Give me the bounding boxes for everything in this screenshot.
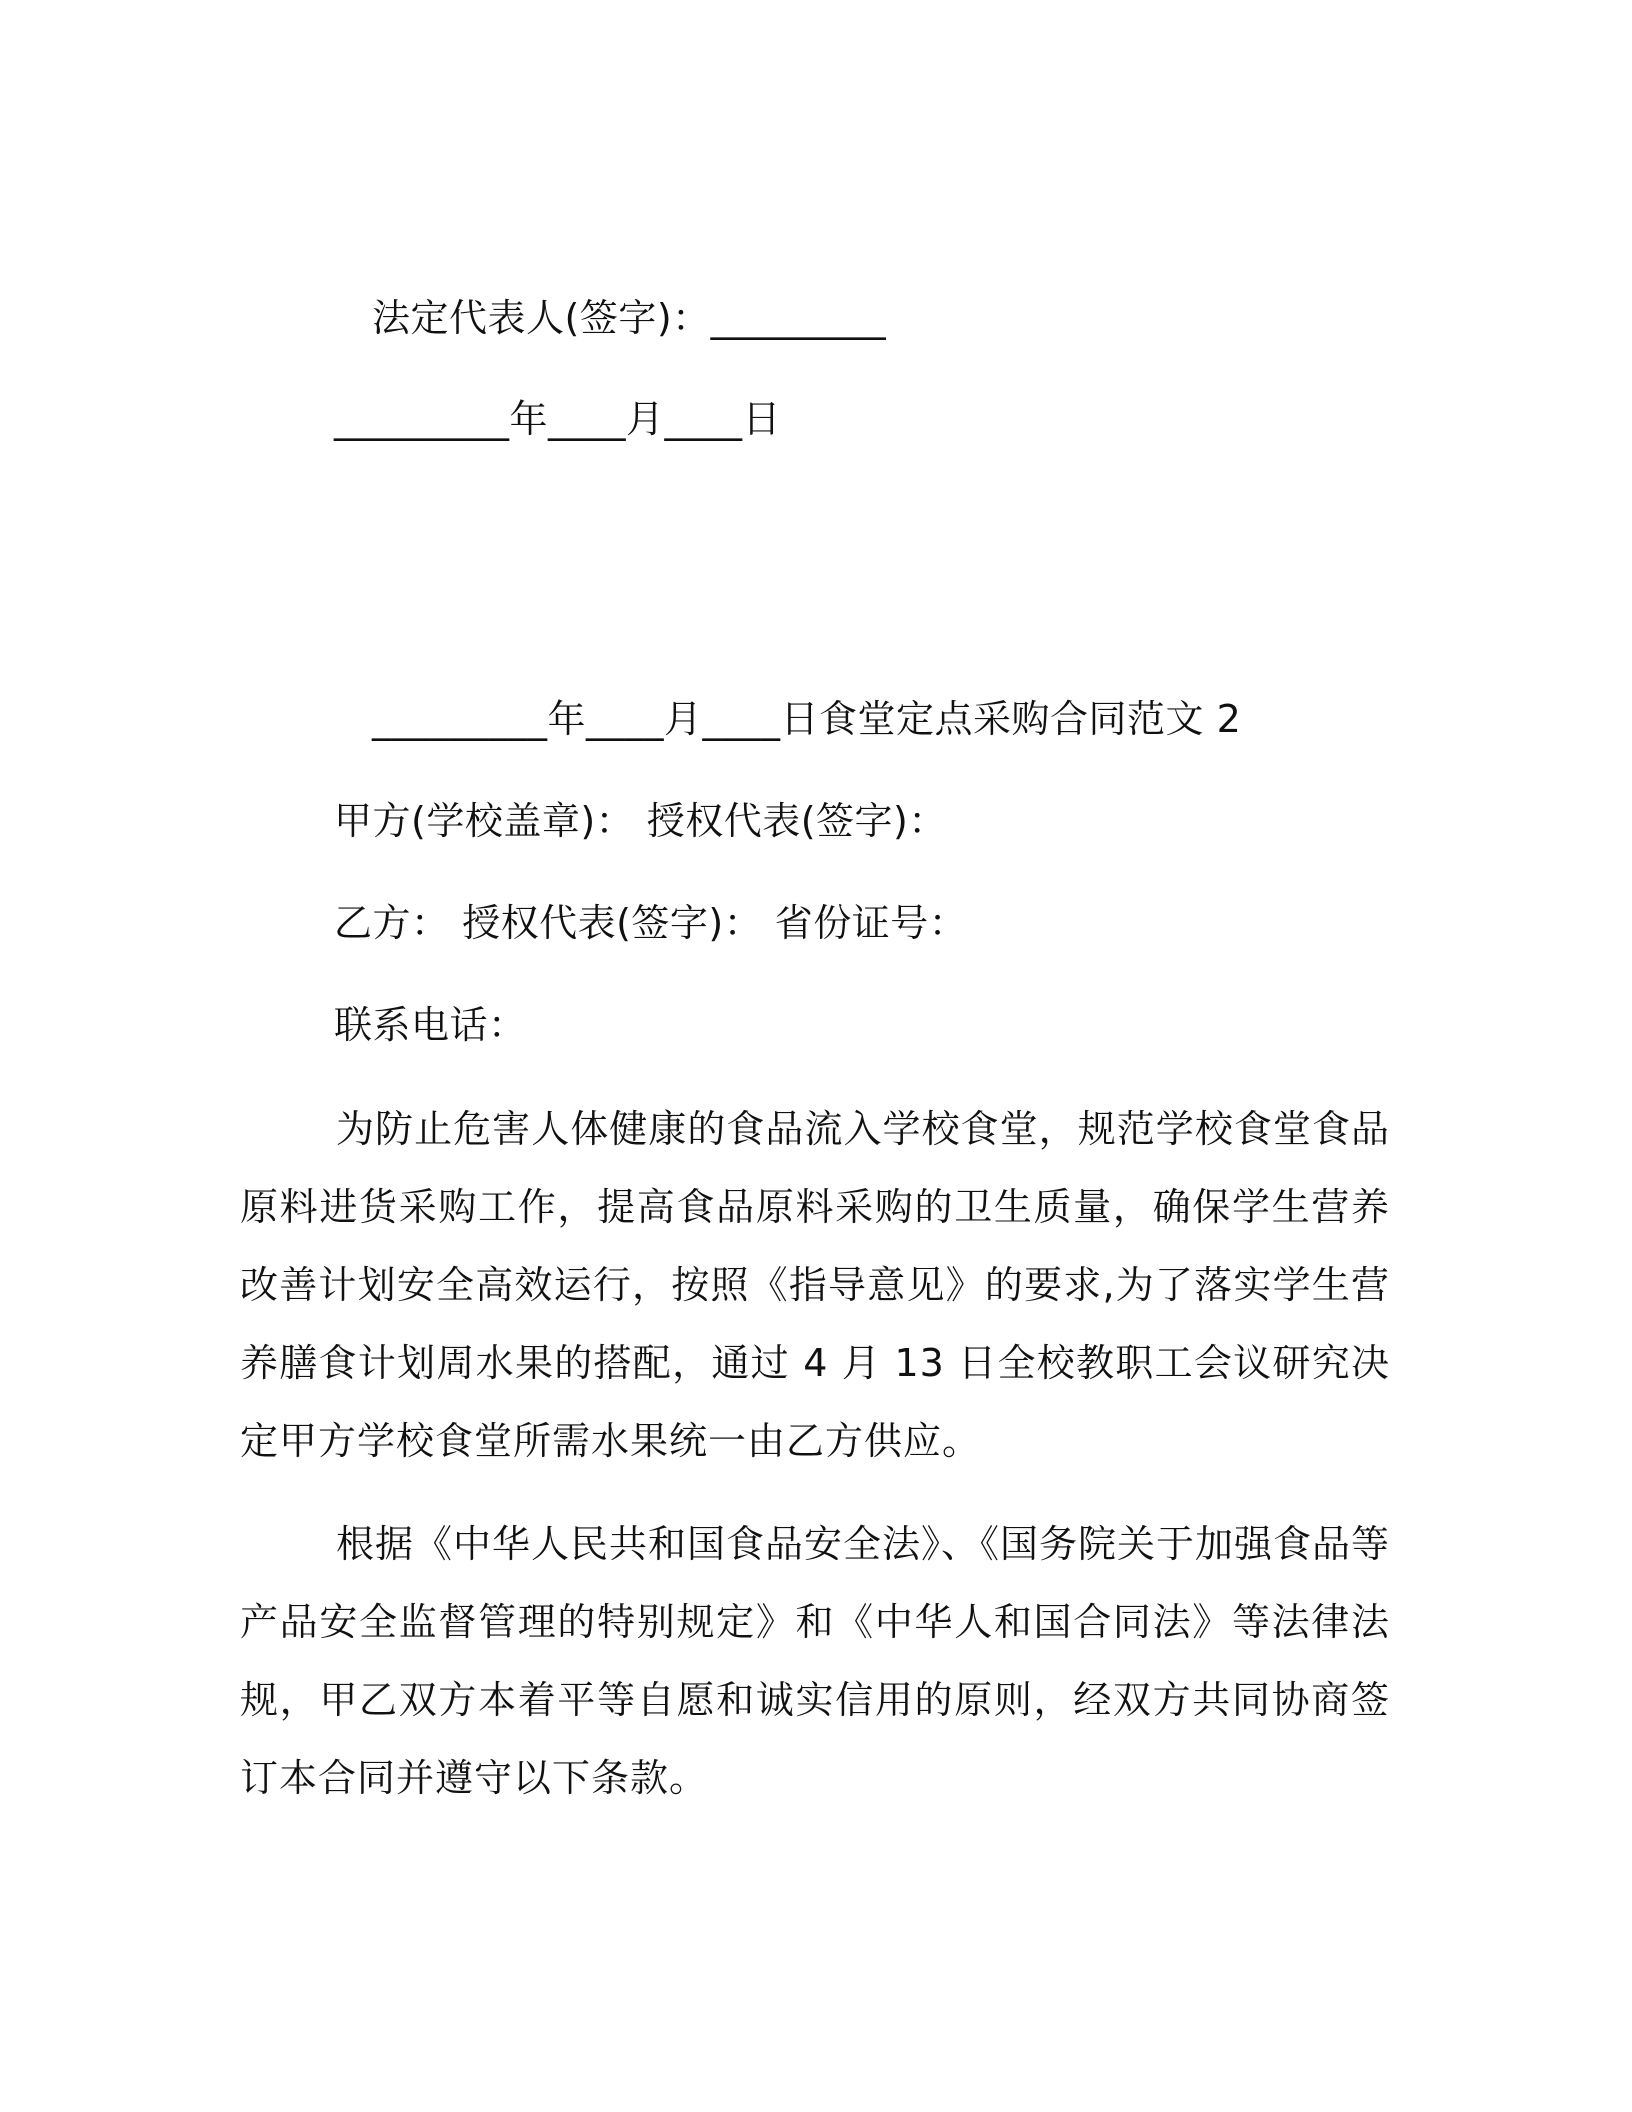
paragraph-legal-basis-text: 根据《中华人民共和国食品安全法》、《国务院关于加强食品等产品安全监督管理的特别规定》和《中华人和国合同法》等法律法规，甲乙双方本着平等自愿和诚实信用的原则，经双方共同协商签订本合同并遵守以下条款。 — [240, 1522, 1391, 1800]
party-a-line: 甲方(学校盖章)： 授权代表(签字)： — [334, 799, 947, 843]
contact-phone-line: 联系电话： — [334, 1003, 527, 1047]
legal-representative-signature-line: 法定代表人(签字)：_________ — [372, 296, 887, 340]
party-b-line: 乙方： 授权代表(签字)： 省份证号： — [334, 901, 968, 945]
paragraph-purpose — [240, 1090, 1390, 1480]
paragraph-legal-basis — [240, 1505, 1390, 1817]
contract-title: _________年____月____日食堂定点采购合同范文 2 — [372, 697, 1242, 741]
paragraph-purpose-text: 为防止危害人体健康的食品流入学校食堂，规范学校食堂食品原料进货采购工作，提高食品原料采购的卫生质量，确保学生营养改善计划安全高效运行，按照《指导意见》的要求,为了落实学生营养膳食计划周水果的搭配，通过 4 月 13 日全校教职工会议研究决定甲方学校食堂所需水果统一由乙方供应。 — [240, 1107, 1390, 1463]
signature-date-line: _________年____月____日 — [334, 397, 782, 441]
